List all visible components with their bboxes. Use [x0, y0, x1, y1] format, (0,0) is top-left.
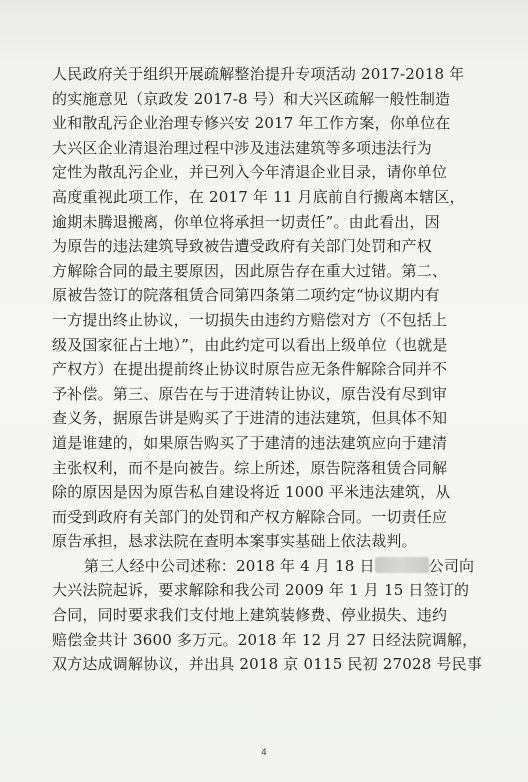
text-line: 合同，同时要求我们支付地上建筑装修费、停业损失、违约 — [52, 606, 448, 625]
page-number: 4 — [261, 748, 267, 758]
text-line: 定性为散乱污企业，并已列入今年清退企业目录，请你单位 — [52, 163, 448, 182]
text-line: 的实施意见（京政发 2017-8 号）和大兴区疏解一般性制造 — [52, 89, 451, 108]
text-line: 逾期未腾退搬离，你单位将承担一切责任”。由此看出，因 — [52, 212, 440, 231]
paragraph-start-line — [52, 554, 498, 579]
text-line: 人民政府关于组织开展疏解整治提升专项活动 2017-2018 年 — [52, 65, 465, 83]
document-body — [52, 62, 498, 677]
text-line: 原告承担，恳求法院在查明本案事实基础上依法裁判。 — [52, 532, 417, 551]
text-line: 除的原因是因为原告私自建设将近 1000 平米违法建筑，从 — [52, 483, 451, 502]
text-line: 予补偿。第三、原告在与于进清转让协议，原告没有尽到审 — [52, 384, 448, 403]
text-line: 大兴区企业清退治理过程中涉及违法建筑等多项违法行为 — [52, 138, 433, 157]
text-line: 双方达成调解协议，并出具 2018 京 0115 民初 27028 号民事 — [52, 655, 483, 674]
text-line: 为原告的违法建筑导致被告遭受政府有关部门处罚和产权 — [52, 237, 433, 256]
redaction-mark — [375, 557, 429, 573]
text-fragment: 公司向 — [428, 556, 475, 575]
text-line: 主张权利，而不是向被告。综上所述，原告院落租赁合同解 — [52, 458, 448, 477]
text-line: 产权方）在提出提前终止协议时原告应无条件解除合同并不 — [52, 360, 448, 379]
text-line: 大兴法院起诉，要求解除和我公司 2009 年 1 月 15 日签订的 — [52, 581, 470, 600]
text-line: 业和散乱污企业治理专修兴安 2017 年工作方案，你单位在 — [52, 114, 451, 133]
text-line: 原被告签订的院落租赁合同第四条第二项约定“协议期内有 — [52, 286, 440, 305]
text-fragment: 第三人经中公司述称：2018 年 4 月 18 日 — [84, 556, 375, 575]
text-line: 道是谁建的，如果原告购买了于建清的违法建筑应向于建清 — [52, 433, 448, 452]
text-line: 高度重视此项工作，在 2017 年 11 月底前自行搬离本辖区， — [52, 187, 465, 206]
text-line: 赔偿金共计 3600 多万元。2018 年 12 月 27 日经法院调解， — [52, 630, 478, 649]
text-line: 查义务，据原告讲是购买了于进清的违法建筑，但具体不知 — [52, 409, 448, 428]
page-top-edge — [0, 0, 528, 58]
text-line: 而受到政府有关部门的处罚和产权方解除合同。一切责任应 — [52, 507, 448, 526]
text-line: 方解除合同的最主要原因，因此原告存在重大过错。第二、 — [52, 261, 448, 280]
text-line: 一方提出终止协议，一切损失由违约方赔偿对方（不包括上 — [52, 310, 448, 329]
text-line: 级及国家征占土地）”，由此约定可以看出上级单位（也就是 — [52, 335, 448, 354]
